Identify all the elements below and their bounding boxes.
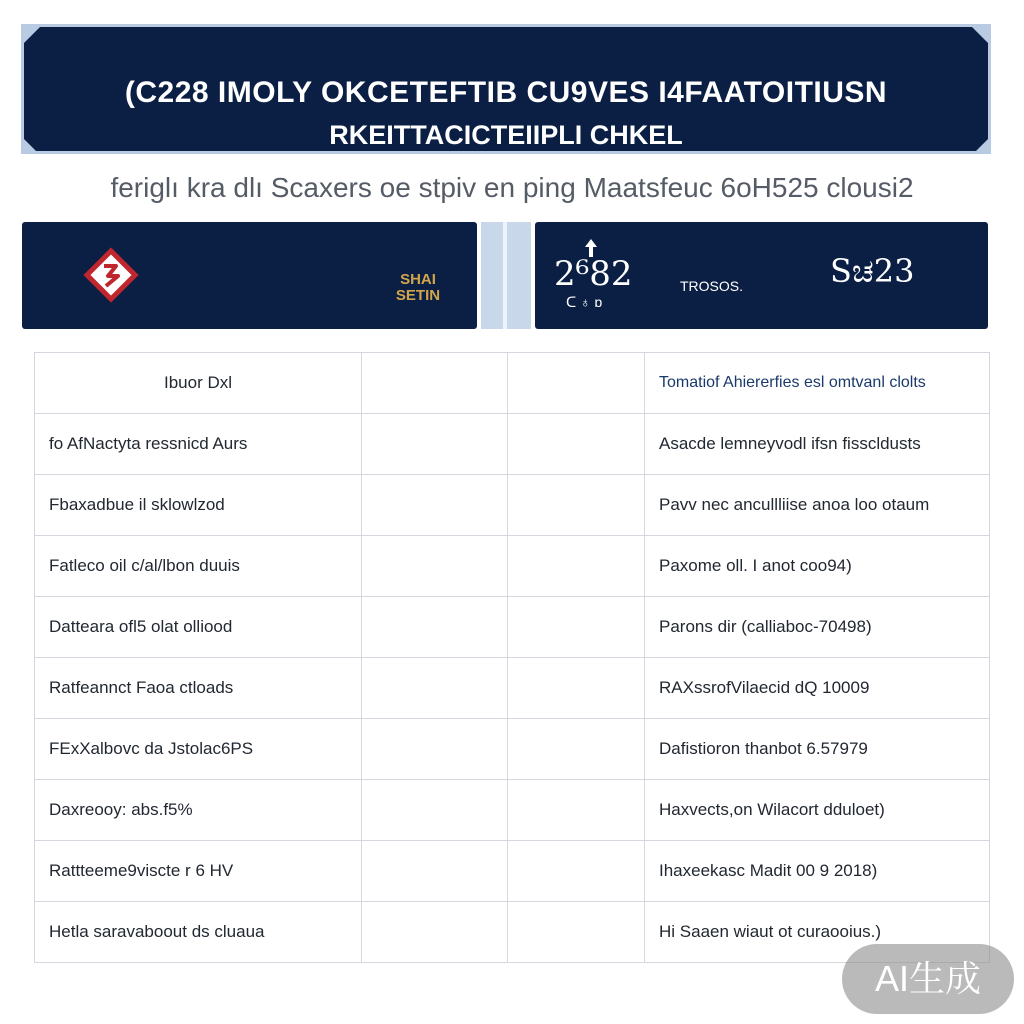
table-cell-empty bbox=[362, 597, 508, 658]
ai-generated-watermark: AI生成 bbox=[842, 944, 1014, 1014]
stat-label: TROSOS. bbox=[680, 278, 744, 294]
brand-label-line2: SETIN bbox=[395, 287, 441, 304]
table-cell-right: Paxome oll. I anot coo94) bbox=[645, 536, 990, 597]
table-cell-empty bbox=[362, 719, 508, 780]
table-cell-empty bbox=[362, 475, 508, 536]
page-subtitle: feriglı kra dlı Scaxers oe stpiv en ping Maatsfeuc 6oH525 clousi2 bbox=[110, 172, 914, 203]
table-cell-empty bbox=[362, 353, 508, 414]
table-cell-empty bbox=[362, 902, 508, 963]
table-cell-empty bbox=[508, 841, 645, 902]
table-cell-left: FExXalbovc da Jstolac6PS bbox=[35, 719, 362, 780]
table-cell-right: Dafistioron thanbot 6.57979 bbox=[645, 719, 990, 780]
table-cell-right: Asacde lemneyvodl ifsn fisscldusts bbox=[645, 414, 990, 475]
table-cell-right: Hi Saaen wiaut ot curaooius.) bbox=[645, 902, 990, 963]
title-banner bbox=[21, 24, 991, 154]
table-row bbox=[35, 719, 990, 780]
table-row bbox=[35, 780, 990, 841]
table-cell-right: RAXssrofVilaecid dQ 10009 bbox=[645, 658, 990, 719]
table-cell-empty bbox=[362, 658, 508, 719]
table-cell-left: Hetla saravaboout ds cluaua bbox=[35, 902, 362, 963]
stat-year-caption: ᑕ ♁ ɒ bbox=[566, 294, 603, 310]
table-cell-left: Daxreooy: abs.f5% bbox=[35, 780, 362, 841]
brand-label-line1: SHAI bbox=[400, 271, 436, 288]
table-cell-right: Parons dir (calliaboc-70498) bbox=[645, 597, 990, 658]
table-cell-empty bbox=[508, 719, 645, 780]
table-cell-left: Ratfeannct Faoa ctloads bbox=[35, 658, 362, 719]
table-cell-empty bbox=[508, 597, 645, 658]
table-cell-left: Fbaxadbue il sklowlzod bbox=[35, 475, 362, 536]
table-cell-left: fo AfNactyta ressnicd Aurs bbox=[35, 414, 362, 475]
table-cell-empty bbox=[508, 414, 645, 475]
table-cell-right: Ihaxeekasc Madit 00 9 2018) bbox=[645, 841, 990, 902]
table-row bbox=[35, 658, 990, 719]
table-cell-empty bbox=[362, 780, 508, 841]
table-cell-empty bbox=[508, 475, 645, 536]
banner-corner bbox=[21, 24, 43, 46]
panel-divider-line bbox=[503, 222, 507, 329]
table-cell-right: Haxvects,on Wilacort dduloet) bbox=[645, 780, 990, 841]
stat-value: Sಚ23 bbox=[830, 252, 915, 290]
table-row bbox=[35, 841, 990, 902]
table-cell-empty bbox=[508, 536, 645, 597]
column-header-left: Ibuor Dxl bbox=[35, 353, 362, 414]
table-cell-empty bbox=[508, 658, 645, 719]
table-cell-empty bbox=[362, 841, 508, 902]
brand-label bbox=[388, 272, 448, 304]
table-row bbox=[35, 597, 990, 658]
table-cell-empty bbox=[362, 414, 508, 475]
table-cell-left: Datteara ofl5 olat olliood bbox=[35, 597, 362, 658]
banner-corner bbox=[969, 24, 991, 46]
stat-year: 2⁶82 bbox=[554, 254, 633, 294]
data-table bbox=[34, 352, 990, 963]
table-cell-left: Rattteeme9viscte r 6 HV bbox=[35, 841, 362, 902]
table-row bbox=[35, 475, 990, 536]
page-title: (C228 IMOLY OKCETEFTIB CU9VES I4FAATOITIUSN bbox=[124, 76, 888, 109]
table-row bbox=[35, 414, 990, 475]
table-cell-right: Pavv nec ancullliise anoa loo otaum bbox=[645, 475, 990, 536]
table-header-row bbox=[35, 353, 990, 414]
panel-divider bbox=[481, 222, 531, 329]
table-row bbox=[35, 536, 990, 597]
diamond-logo-icon bbox=[82, 246, 140, 304]
table-row bbox=[35, 902, 990, 963]
table-cell-left: Fatleco oil c/al/lbon duuis bbox=[35, 536, 362, 597]
table-cell-empty bbox=[508, 353, 645, 414]
table-cell-empty bbox=[508, 902, 645, 963]
page-title-line2: RKEITTACICTEIIPLI CHKEL bbox=[329, 120, 683, 150]
table-cell-empty bbox=[508, 780, 645, 841]
column-header-right: Tomatiof Ahiererfies esl omtvanl clolts bbox=[645, 353, 990, 414]
table-cell-empty bbox=[362, 536, 508, 597]
